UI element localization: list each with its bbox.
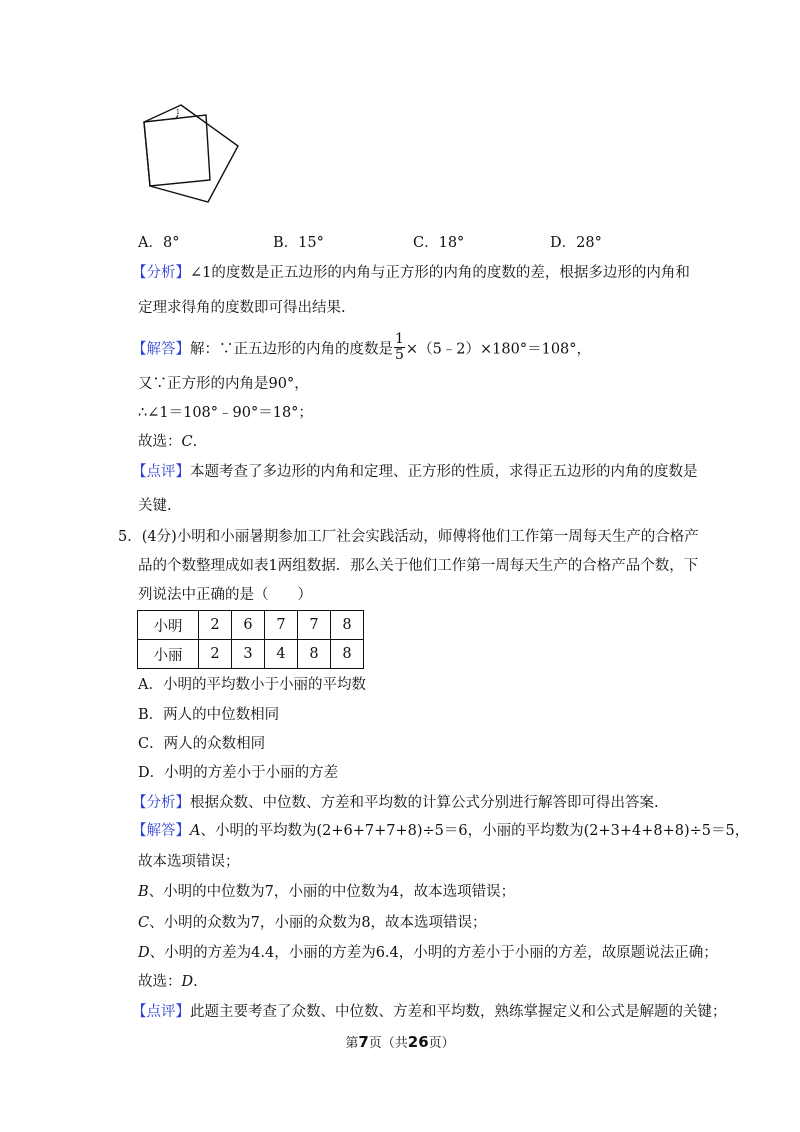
q5-choose bbox=[138, 972, 198, 992]
q4-analysis-line1 bbox=[132, 263, 690, 283]
solution-tag: 【解答】 bbox=[132, 823, 190, 839]
footer-text: 页） bbox=[428, 1036, 455, 1051]
table-cell: 2 bbox=[199, 640, 232, 669]
row-name: 小明 bbox=[138, 611, 199, 640]
table-cell: 8 bbox=[331, 611, 364, 640]
solution-key: D bbox=[138, 945, 150, 961]
table-cell: 4 bbox=[265, 640, 298, 669]
option-value: 15° bbox=[298, 235, 324, 251]
q4-comment-line2: 关键. bbox=[138, 498, 172, 514]
solution-text: 、小明的方差为4.4，小丽的方差为6.4，小明的方差小于小丽的方差，故原题说法正确； bbox=[149, 945, 718, 961]
page-footer bbox=[0, 1032, 800, 1051]
solution-tag: 【解答】 bbox=[132, 341, 190, 358]
option-value: 28° bbox=[576, 235, 602, 251]
q4-option-a bbox=[138, 233, 179, 253]
analysis-tag: 【分析】 bbox=[132, 795, 190, 811]
page-number: 7 bbox=[358, 1033, 369, 1051]
q5-comment bbox=[132, 1002, 727, 1022]
pentagon-shape bbox=[144, 105, 238, 202]
q5-solution-a2: 故本选项错误； bbox=[138, 854, 240, 870]
page-total: 26 bbox=[407, 1033, 429, 1051]
table-cell: 6 bbox=[232, 611, 265, 640]
fraction-numerator: 1 bbox=[395, 331, 404, 347]
table-cell: 7 bbox=[298, 611, 331, 640]
q5-solution-d bbox=[138, 943, 718, 963]
data-table bbox=[137, 610, 364, 669]
comment-text: 本题考查了多边形的内角和定理、正方形的性质，求得正五边形的内角的度数是 bbox=[190, 464, 698, 480]
q4-solution-line3: ∴∠1＝108°﹣90°＝18°； bbox=[138, 405, 313, 421]
footer-text: 页（共 bbox=[368, 1036, 408, 1051]
option-key: C． bbox=[413, 235, 439, 251]
solution-text: ×（5﹣2）×180°＝108°， bbox=[405, 341, 592, 358]
q4-solution-line2: 又∵正方形的内角是90°， bbox=[138, 376, 309, 392]
comment-tag: 【点评】 bbox=[132, 464, 190, 480]
q4-analysis-line2: 定理求得角的度数即可得出结果. bbox=[138, 300, 346, 316]
q5-analysis bbox=[132, 793, 659, 813]
solution-key: C bbox=[138, 915, 150, 931]
solution-text: 、小明的平均数为(2+6+7+7+8)÷5＝6，小丽的平均数为(2+3+4+8+8)÷5＝5， bbox=[200, 823, 750, 839]
solution-text: 、小明的中位数为7，小丽的中位数为4，故本选项错误； bbox=[148, 884, 516, 900]
option-key: D． bbox=[550, 235, 577, 251]
q4-option-d bbox=[550, 233, 602, 253]
option-key: B． bbox=[273, 235, 299, 251]
q5-option-c: C．两人的众数相同 bbox=[138, 736, 266, 752]
footer-text: 第 bbox=[345, 1036, 359, 1051]
solution-key: A bbox=[190, 823, 201, 839]
table-row bbox=[138, 611, 364, 640]
solution-text: 、小明的众数为7，小丽的众数为8，故本选项错误； bbox=[149, 915, 487, 931]
solution-key: B bbox=[138, 884, 149, 900]
q4-option-b bbox=[273, 233, 324, 253]
row-name: 小丽 bbox=[138, 640, 199, 669]
q4-solution-line1 bbox=[132, 331, 592, 365]
table-row bbox=[138, 640, 364, 669]
table-cell: 2 bbox=[199, 611, 232, 640]
angle-label: 1 bbox=[176, 109, 180, 116]
fraction bbox=[394, 332, 405, 363]
table-cell: 8 bbox=[298, 640, 331, 669]
analysis-text: ∠1的度数是正五边形的内角与正方形的内角的度数的差，根据多边形的内角和 bbox=[190, 265, 690, 281]
q5-stem-line3: 列说法中正确的是（ ） bbox=[138, 587, 312, 603]
q5-stem-line1: 5．(4分)小明和小丽暑期参加工厂社会实践活动，师傅将他们工作第一周每天生产的合格产 bbox=[118, 529, 699, 545]
option-value: 18° bbox=[438, 235, 465, 251]
table-cell: 7 bbox=[265, 611, 298, 640]
q5-option-b: B．两人的中位数相同 bbox=[138, 707, 280, 723]
choose-end: . bbox=[193, 974, 198, 990]
analysis-tag: 【分析】 bbox=[132, 265, 190, 281]
q4-comment-line1 bbox=[132, 462, 698, 482]
square-shape bbox=[144, 115, 210, 186]
choose-label: 故选： bbox=[138, 974, 182, 990]
q5-stem-line2: 品的个数整理成如表1两组数据．那么关于他们工作第一周每天生产的合格产品个数，下 bbox=[138, 558, 699, 574]
analysis-text: 根据众数、中位数、方差和平均数的计算公式分别进行解答即可得出答案. bbox=[190, 795, 659, 811]
fraction-denominator: 5 bbox=[395, 347, 404, 363]
comment-tag: 【点评】 bbox=[132, 1004, 190, 1020]
option-key: A． bbox=[138, 235, 163, 251]
q4-choose bbox=[138, 432, 197, 452]
comment-text: 此题主要考查了众数、中位数、方差和平均数，熟练掌握定义和公式是解题的关键； bbox=[190, 1004, 727, 1020]
choose-value: C bbox=[181, 434, 193, 450]
table-cell: 8 bbox=[331, 640, 364, 669]
choose-label: 故选： bbox=[138, 434, 182, 450]
q5-solution-a bbox=[132, 821, 749, 841]
q4-option-c bbox=[413, 233, 464, 253]
choose-value: D bbox=[181, 974, 194, 990]
q5-solution-c bbox=[138, 913, 487, 933]
choose-end: . bbox=[192, 434, 198, 450]
q5-option-a: A．小明的平均数小于小丽的平均数 bbox=[138, 677, 366, 693]
option-value: 8° bbox=[162, 235, 180, 251]
pentagon-square-figure bbox=[138, 100, 246, 204]
q5-option-d: D．小明的方差小于小丽的方差 bbox=[138, 765, 339, 781]
table-cell: 3 bbox=[232, 640, 265, 669]
solution-text: 解：∵正五边形的内角的度数是 bbox=[190, 341, 393, 358]
q5-solution-b bbox=[138, 882, 515, 902]
